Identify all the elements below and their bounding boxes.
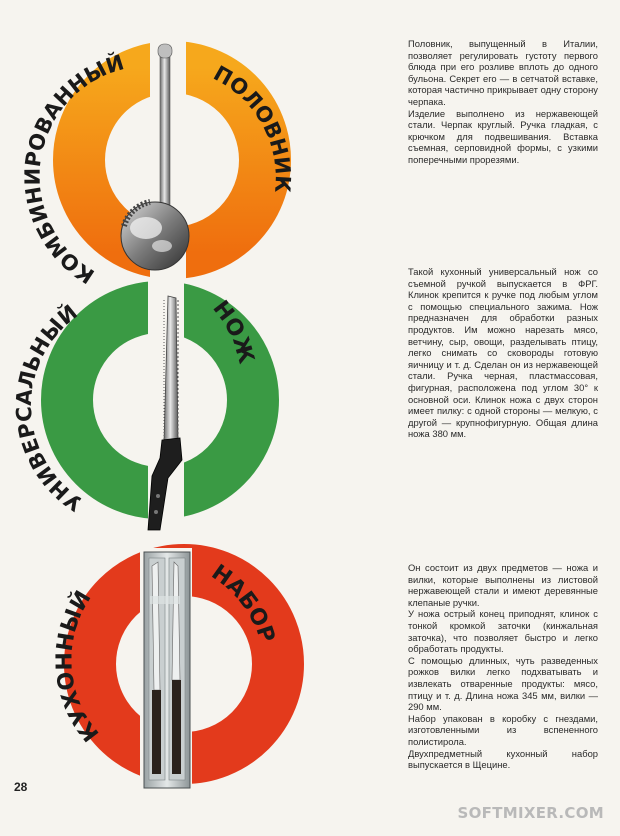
ladle-description [408,38,598,166]
kitchen-set-image [144,552,190,788]
title-right-knife: НОЖ [207,296,259,367]
ladle-paragraph-1: Половник, выпущенный в Италии, позволяет регулировать густоту первого блюда при его розливе вплоть до одного бульона. Секрет его — в сетчатой вставке, которая частично прикрывает одну сторону черпака. [408,38,598,107]
kitchen-set-description [408,562,598,771]
title-left-ladle: КОМБИНИРОВАННЫЙ [20,50,127,289]
kitchen-set-paragraph-2: У ножа острый конец приподнят, клинок с тонкой кромкой заточки (кинжальная заточка), что позволяет быстро и легко обработать продукты. [408,608,598,655]
title-right-kitchen-set: НАБОР [206,560,280,646]
page-number: 28 [14,780,28,794]
kitchen-set-paragraph-3: С помощью длинных, чуть разведенных рожков вилки легко подхватывать и извлекать отваренные продукты: мясо, птицу и т. д. Длина ножа 345 мм, вилки — 290 мм. [408,654,598,713]
kitchen-set-paragraph-5: Двухпредметный кухонный набор выпускается в Щецине. [408,747,598,771]
knife-description [408,266,598,440]
knife-paragraph-1: Такой кухонный универсальный нож со съемной ручкой выпускается в ФРГ. Клинок крепится к ручке под любым углом с помощью специального зажима. Нож предназначен для обработки разных продуктов. Им можно нарезать мясо, ветчину, сыр, овощи, разделывать птицу, легко снимать со сковороды готовую яичницу и т. д. Сделан он из нержавеющей стали. Ручка черная, пластмассовая, фигурная, расположена под углом 30° к основной оси. Клинок ножа с двух сторон имеет пилку: с одной стороны — мелкую, с другой — крупнофигурную. Общая длина ножа 380 мм. [408,266,598,440]
kitchen-set-paragraph-4: Набор упакован в коробку с гнездами, изготовленными из вспененного полистирола. [408,712,598,747]
ladle-paragraph-2: Изделие выполнено из нержавеющей стали. Черпак круглый. Ручка гладкая, с крючком для подвешивания. Вставка съемная, серповидной формы, с узкими поперечными прорезями. [408,107,598,165]
title-left-knife: УНИВЕРСАЛЬНЫЙ [11,300,87,516]
title-right-ladle: ПОЛОВНИК [209,61,295,194]
watermark: SOFTMIXER.COM [457,804,604,822]
kitchen-set-paragraph-1: Он состоит из двух предметов — ножа и вилки, которые выполнены из листовой нержавеющей стали и имеют деревянные клепаные ручки. [408,562,598,608]
title-left-kitchen-set: КУХОННЫЙ [52,586,105,746]
